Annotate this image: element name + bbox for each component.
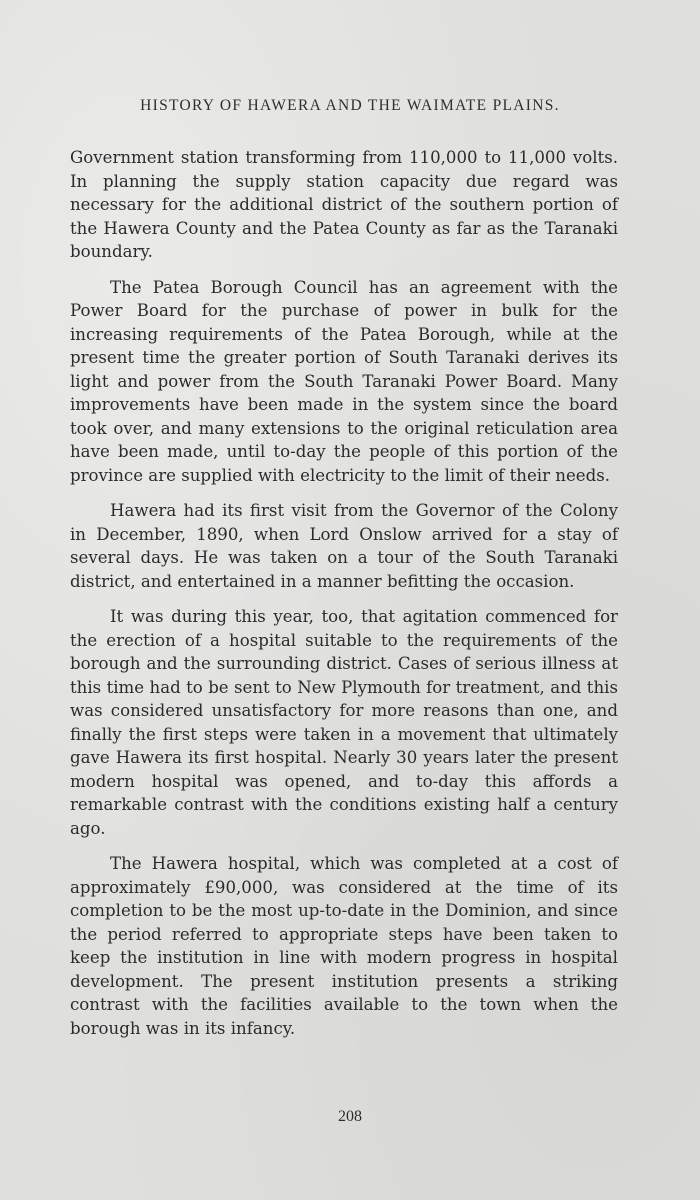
running-head: HISTORY OF HAWERA AND THE WAIMATE PLAINS. xyxy=(140,97,560,114)
paragraph-hospital-agitation: It was during this year, too, that agitation commenced for the erection of a hospital suitable to the requirements of the borough and the surrounding district. Cases of serious illness at this time had to be sent to New Plymouth for treatment, and this was considered unsatisfactory for more reasons than one, and finally the first steps were taken in a movement that ultimately gave Hawera its first hospital. Nearly 30 years later the present modern hospital was opened, and to-day this affords a remarkable contrast with the conditions existing half a century ago. xyxy=(70,607,618,838)
paragraph-hawera-hospital: The Hawera hospital, which was completed at a cost of approximately £90,000, was considered at the time of its completion to be the most up-to-date in the Dominion, and since the period referred to appropriate steps have been taken to keep the institution in line with modern progress in hospital development. The present institution presents a striking contrast with the facilities available to the town when the borough was in its infancy. xyxy=(70,854,618,1038)
paragraph-governor-visit: Hawera had its first visit from the Governor of the Colony in December, 1890, when Lord Onslow arrived for a stay of several days. He was taken on a tour of the South Taranaki district, and entertained in a manner befitting the occasion. xyxy=(70,501,618,591)
paragraph-continuation: Government station transforming from 110,000 to 11,000 volts. In planning the supply station capacity due regard was necessary for the additional district of the southern portion of the Hawera County and the Patea County as far as the Taranaki boundary. xyxy=(70,148,618,261)
page-number: 208 xyxy=(338,1108,362,1125)
paragraph-patea-agreement: The Patea Borough Council has an agreement with the Power Board for the purchase of power in bulk for the increasing requirements of the Patea Borough, while at the present time the greater portion of South Taranaki derives its light and power from the South Taranaki Power Board. Many improvements have been made in the system since the board took over, and many extensions to the original reticulation area have been made, until to-day the people of this portion of the province are supplied with electricity to the limit of their needs. xyxy=(70,277,618,485)
body-text xyxy=(70,146,618,1052)
